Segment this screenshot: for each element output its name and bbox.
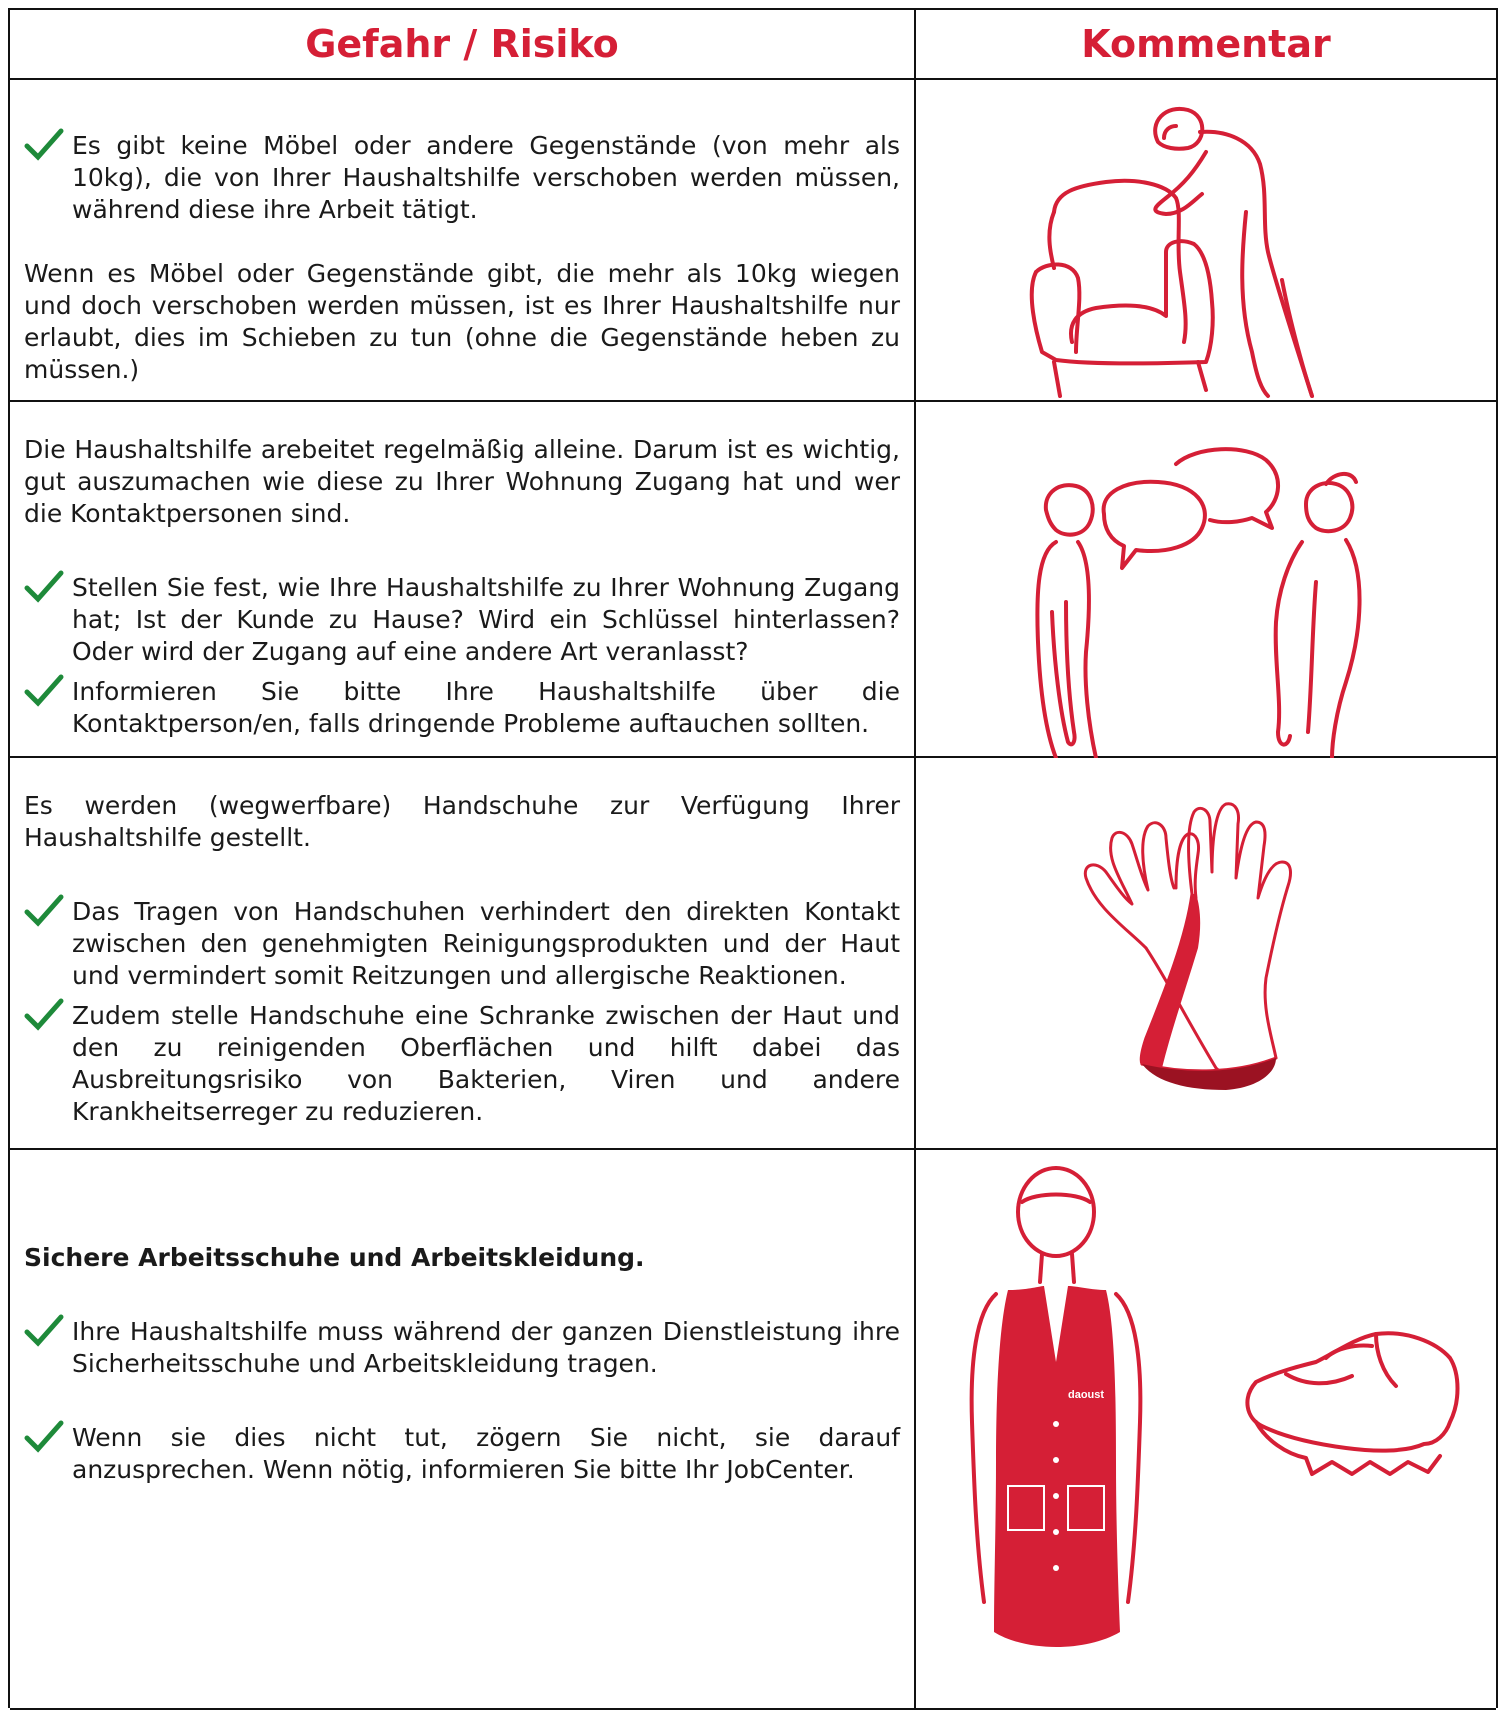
check-item: Es gibt keine Möbel oder andere Gegenstände (von mehr als 10kg), die von Ihrer Haushaltshilfe verschoben werden müssen, während diese ihre Arbeit tätigt. xyxy=(24,130,900,226)
check-item: Stellen Sie fest, wie Ihre Haushaltshilfe zu Ihrer Wohnung Zugang hat; Ist der Kunde zu Hause? Wird ein Schlüssel hinterlassen? Oder wird der Zugang auf eine andere Art veranlasst? xyxy=(24,572,900,668)
check-item: Ihre Haushaltshilfe muss während der ganzen Dienstleistung ihre Sicherheitsschuhe und Arbeitskleidung tragen. xyxy=(24,1316,900,1380)
paragraph: Wenn es Möbel oder Gegenstände gibt, die mehr als 10kg wiegen und doch verschoben werden müssen, ist es Ihrer Haushaltshilfe nur erlaubt, dies im Schieben zu tun (ohne die Gegenstände heben zu müssen.) xyxy=(24,259,900,384)
table-header xyxy=(10,10,1496,80)
row-text xyxy=(24,790,900,1128)
illustration-cell xyxy=(916,1150,1496,1708)
checkmark-icon xyxy=(24,1420,64,1454)
illustration-cell xyxy=(916,402,1496,756)
two-people-talking-icon xyxy=(1026,442,1366,758)
work-vest-and-shoe-icon xyxy=(956,1162,1466,1682)
illustration-cell xyxy=(916,758,1496,1148)
person-moving-armchair-icon xyxy=(1016,102,1356,402)
checkmark-icon xyxy=(24,998,64,1032)
section-heading: Sichere Arbeitsschuhe und Arbeitskleidung. xyxy=(24,1243,645,1272)
checkmark-icon xyxy=(24,128,64,162)
gloves-icon xyxy=(1076,798,1316,1098)
check-item: Zudem stelle Handschuhe eine Schranke zwischen der Haut und den zu reinigenden Oberflächen und hilft dabei das Ausbreitungsrisiko von Bakterien, Viren und andere Krankheitserreger zu reduzieren. xyxy=(24,1000,900,1128)
header-kommentar: Kommentar xyxy=(1081,22,1331,66)
vest-logo: daoust xyxy=(1068,1389,1105,1401)
risk-table xyxy=(8,8,1498,1708)
row-text xyxy=(24,434,900,740)
check-item: Informieren Sie bitte Ihre Haushaltshilfe über die Kontaktperson/en, falls dringende Probleme auftauchen sollten. xyxy=(24,676,900,740)
row-text xyxy=(24,1242,900,1486)
checkmark-icon xyxy=(24,1314,64,1348)
paragraph: Die Haushaltshilfe arebeitet regelmäßig alleine. Darum ist es wichtig, gut auszumachen wie diese zu Ihrer Wohnung Zugang hat und wer die Kontaktpersonen sind. xyxy=(24,435,900,528)
check-item: Wenn sie dies nicht tut, zögern Sie nicht, sie darauf anzusprechen. Wenn nötig, informieren Sie bitte Ihr JobCenter. xyxy=(24,1422,900,1486)
illustration-cell xyxy=(916,80,1496,400)
table-row xyxy=(10,80,1496,402)
checkmark-icon xyxy=(24,674,64,708)
table-row xyxy=(10,1150,1496,1710)
checkmark-icon xyxy=(24,894,64,928)
check-item: Das Tragen von Handschuhen verhindert den direkten Kontakt zwischen den genehmigten Reinigungsprodukten und der Haut und vermindert somit Reitzungen und allergische Reaktionen. xyxy=(24,896,900,992)
row-text xyxy=(24,130,900,386)
checkmark-icon xyxy=(24,570,64,604)
paragraph: Es werden (wegwerfbare) Handschuhe zur Verfügung Ihrer Haushaltshilfe gestellt. xyxy=(24,791,900,852)
table-row xyxy=(10,402,1496,758)
table-row xyxy=(10,758,1496,1150)
header-gefahr: Gefahr / Risiko xyxy=(305,22,619,66)
